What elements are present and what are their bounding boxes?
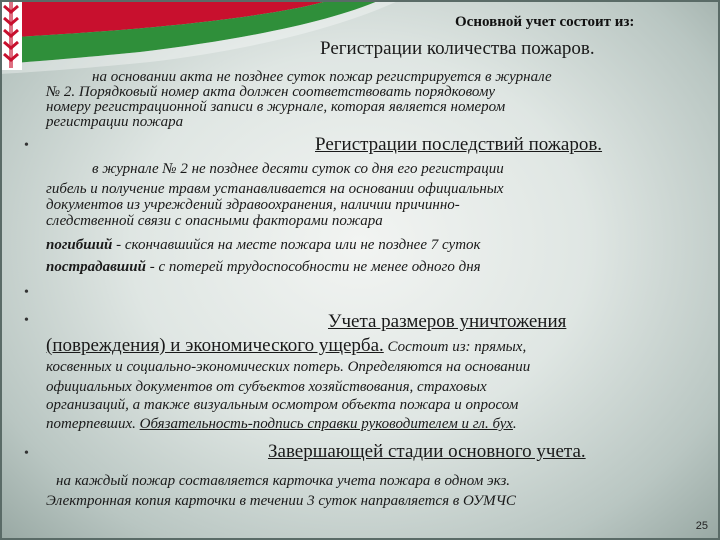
para3-last-a: потерпевших. bbox=[46, 416, 140, 432]
def-text-deceased: - скончавшийся на месте пожара или не позднее 7 суток bbox=[112, 237, 481, 253]
heading-fire-count: Регистрации количества пожаров. bbox=[320, 38, 595, 59]
para3-last-c: . bbox=[512, 416, 517, 432]
flag-ornament bbox=[0, 0, 22, 70]
heading-damage-tail: Состоит из: прямых, bbox=[383, 339, 527, 355]
heading-final-stage: Завершающей стадии основного учета. bbox=[268, 441, 586, 462]
heading-damage-line2-text: (повреждения) и экономического ущерба. bbox=[46, 335, 384, 356]
para2-line1: в журнале № 2 не позднее десяти суток со дня его регистрации bbox=[92, 161, 504, 177]
page-number: 25 bbox=[695, 520, 708, 532]
def-term-injured: пострадавший bbox=[46, 259, 146, 275]
para4-line2: Электронная копия карточки в течении 3 суток направляется в ОУМЧС bbox=[46, 493, 516, 509]
para1-line2: № 2. Порядковый номер акта должен соответствовать порядковому bbox=[46, 84, 496, 100]
heading-fire-consequences: Регистрации последствий пожаров. bbox=[315, 134, 603, 155]
para3-signature-requirement: Обязательность-подпись справки руководителем и гл. бух bbox=[139, 416, 513, 432]
heading-damage-line2 bbox=[46, 335, 526, 357]
para3-line4 bbox=[46, 417, 517, 431]
para3-line2: официальных документов от субъектов хозяйствования, страховых bbox=[46, 379, 487, 395]
para2-line3: документов из учреждений здравоохранения, наличии причинно- bbox=[46, 197, 460, 213]
definition-injured bbox=[46, 260, 481, 274]
bullet: • bbox=[24, 446, 29, 461]
para2-line4: следственной связи с опасными факторами пожара bbox=[46, 213, 383, 229]
def-text-injured: - с потерей трудоспособности не менее одного дня bbox=[146, 259, 481, 275]
para1-line1: на основании акта не позднее суток пожар регистрируется в журнале bbox=[92, 69, 552, 85]
para1-line3: номеру регистрационной записи в журнале, которая является номером bbox=[46, 99, 506, 115]
para3-line3: организаций, а также визуальным осмотром объекта пожара и опросом bbox=[46, 397, 519, 413]
slide-title: Основной учет состоит из: bbox=[455, 14, 635, 30]
definition-deceased bbox=[46, 238, 481, 252]
para3-line1: косвенных и социально-экономических потерь. Определяются на основании bbox=[46, 359, 531, 375]
bullet: • bbox=[24, 285, 29, 300]
para1-line4: регистрации пожара bbox=[46, 114, 184, 130]
def-term-deceased: погибший bbox=[46, 237, 113, 253]
bullet: • bbox=[24, 138, 29, 153]
para4-line1: на каждый пожар составляется карточка учета пожара в одном экз. bbox=[56, 473, 511, 489]
heading-damage-line1: Учета размеров уничтожения bbox=[328, 311, 567, 332]
bullet: • bbox=[24, 313, 29, 328]
para2-line2: гибель и получение травм устанавливается на основании официальных bbox=[46, 181, 504, 197]
